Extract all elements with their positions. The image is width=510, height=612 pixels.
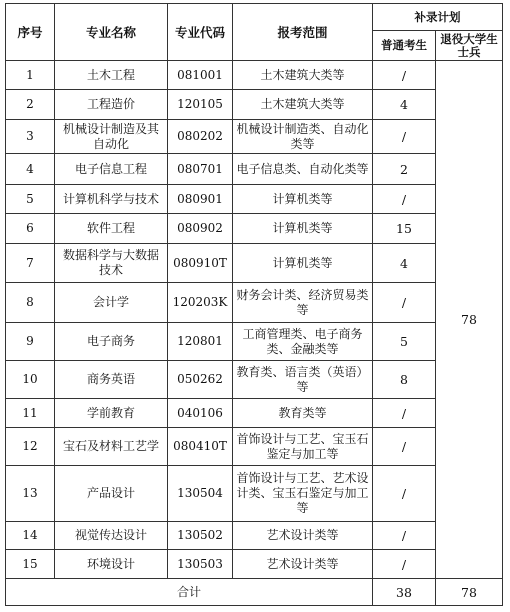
row-major-code: 080902: [168, 214, 233, 244]
row-major-code: 080202: [168, 120, 233, 154]
row-seq: 7: [6, 244, 55, 283]
row-scope: 首饰设计与工艺、艺术设计类、宝玉石鉴定与加工等: [233, 466, 373, 522]
row-major-name: 视觉传达设计: [55, 522, 168, 550]
row-normal-count: /: [373, 550, 436, 579]
table-row: [6, 90, 503, 120]
row-scope: 艺术设计类等: [233, 522, 373, 550]
row-seq: 12: [6, 428, 55, 466]
row-normal-count: /: [373, 522, 436, 550]
header-seq: 序号: [6, 4, 55, 61]
row-seq: 4: [6, 154, 55, 185]
row-major-code: 080910T: [168, 244, 233, 283]
row-scope: 电子信息类、自动化类等: [233, 154, 373, 185]
row-major-code: 080901: [168, 185, 233, 214]
row-major-code: 130503: [168, 550, 233, 579]
row-scope: 土木建筑大类等: [233, 61, 373, 90]
header-supplementary-plan: 补录计划: [373, 4, 503, 31]
row-major-code: 081001: [168, 61, 233, 90]
row-seq: 10: [6, 361, 55, 399]
row-major-name: 学前教育: [55, 399, 168, 428]
table-row: [6, 466, 503, 522]
total-label: 合计: [6, 579, 373, 606]
row-normal-count: /: [373, 120, 436, 154]
table-row: [6, 399, 503, 428]
row-normal-count: /: [373, 61, 436, 90]
row-scope: 土木建筑大类等: [233, 90, 373, 120]
row-seq: 15: [6, 550, 55, 579]
row-seq: 13: [6, 466, 55, 522]
row-seq: 5: [6, 185, 55, 214]
row-major-code: 080701: [168, 154, 233, 185]
table-row: [6, 214, 503, 244]
row-normal-count: /: [373, 466, 436, 522]
table-row: [6, 154, 503, 185]
row-normal-count: /: [373, 283, 436, 323]
header-normal-candidates: 普通考生: [373, 31, 436, 61]
row-seq: 9: [6, 323, 55, 361]
row-major-name: 会计学: [55, 283, 168, 323]
row-normal-count: /: [373, 399, 436, 428]
row-scope: 计算机类等: [233, 244, 373, 283]
table-row: [6, 61, 503, 90]
row-major-name: 电子信息工程: [55, 154, 168, 185]
row-major-name: 宝石及材料工艺学: [55, 428, 168, 466]
veteran-merged-count: 78: [436, 61, 503, 579]
row-major-code: 130504: [168, 466, 233, 522]
row-normal-count: 8: [373, 361, 436, 399]
row-major-name: 计算机科学与技术: [55, 185, 168, 214]
table-row: [6, 522, 503, 550]
row-normal-count: /: [373, 185, 436, 214]
total-row: [6, 579, 503, 606]
table-row: [6, 323, 503, 361]
row-major-code: 050262: [168, 361, 233, 399]
row-major-name: 工程造价: [55, 90, 168, 120]
row-scope: 机械设计制造类、自动化类等: [233, 120, 373, 154]
row-seq: 6: [6, 214, 55, 244]
total-normal-count: 38: [373, 579, 436, 606]
row-major-code: 120105: [168, 90, 233, 120]
row-major-name: 土木工程: [55, 61, 168, 90]
row-normal-count: 4: [373, 244, 436, 283]
row-major-name: 机械设计制造及其自动化: [55, 120, 168, 154]
row-seq: 8: [6, 283, 55, 323]
header-major-code: 专业代码: [168, 4, 233, 61]
row-scope: 教育类等: [233, 399, 373, 428]
row-scope: 计算机类等: [233, 185, 373, 214]
supplementary-admission-table: [5, 3, 503, 606]
header-veteran-students: 退役大学生士兵: [436, 31, 503, 61]
table-row: [6, 185, 503, 214]
row-seq: 14: [6, 522, 55, 550]
row-normal-count: /: [373, 428, 436, 466]
row-major-name: 电子商务: [55, 323, 168, 361]
row-seq: 1: [6, 61, 55, 90]
row-scope: 教育类、语言类（英语）等: [233, 361, 373, 399]
row-seq: 2: [6, 90, 55, 120]
table-row: [6, 244, 503, 283]
row-scope: 财务会计类、经济贸易类等: [233, 283, 373, 323]
table-row: [6, 120, 503, 154]
row-major-name: 软件工程: [55, 214, 168, 244]
row-major-name: 环境设计: [55, 550, 168, 579]
row-normal-count: 2: [373, 154, 436, 185]
table-container: [5, 3, 503, 606]
row-scope: 首饰设计与工艺、宝玉石鉴定与加工等: [233, 428, 373, 466]
table-row: [6, 361, 503, 399]
row-major-code: 120801: [168, 323, 233, 361]
row-scope: 计算机类等: [233, 214, 373, 244]
header-major-name: 专业名称: [55, 4, 168, 61]
table-row: [6, 550, 503, 579]
row-seq: 11: [6, 399, 55, 428]
header-application-scope: 报考范围: [233, 4, 373, 61]
row-normal-count: 15: [373, 214, 436, 244]
row-scope: 工商管理类、电子商务类、金融类等: [233, 323, 373, 361]
row-major-code: 120203K: [168, 283, 233, 323]
row-major-name: 数据科学与大数据技术: [55, 244, 168, 283]
table-row: [6, 428, 503, 466]
row-major-code: 040106: [168, 399, 233, 428]
row-normal-count: 4: [373, 90, 436, 120]
table-row: [6, 283, 503, 323]
row-major-name: 产品设计: [55, 466, 168, 522]
row-major-code: 080410T: [168, 428, 233, 466]
row-scope: 艺术设计类等: [233, 550, 373, 579]
total-veteran-count: 78: [436, 579, 503, 606]
row-seq: 3: [6, 120, 55, 154]
row-normal-count: 5: [373, 323, 436, 361]
row-major-code: 130502: [168, 522, 233, 550]
row-major-name: 商务英语: [55, 361, 168, 399]
